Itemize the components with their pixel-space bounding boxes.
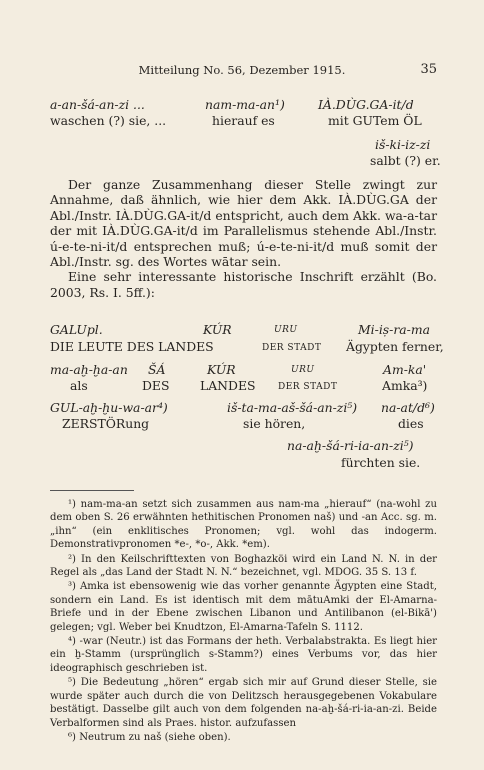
- translit-word: KÚR: [203, 322, 232, 337]
- gloss-word: mit GUTem ÖL: [328, 113, 422, 128]
- translit-word: GALUpl.: [50, 322, 103, 337]
- gloss-word: Ägypten ferner,: [346, 339, 444, 354]
- translit-word: Am-ka': [383, 362, 427, 377]
- translit-word: ŠÁ: [148, 362, 166, 377]
- gloss-word: dies: [398, 416, 424, 431]
- gloss-word: DES: [142, 378, 170, 393]
- gloss-word: ZERSTÖRung: [62, 416, 150, 431]
- footnote-1: ¹) nam-ma-an setzt sich zusammen aus nam-ma „hierauf“ (na-wohl zu dem oben S. 26 erwähnten hethitischen Pronomen naš) und -an Acc. sg. m. „ihn“ (ein enklitisches Pronomen; vgl. wohl das indogerm. Demonstrativpronomen *e-, *o-, Akk. *em).: [50, 499, 437, 551]
- footnote-3: ³) Amka ist ebensowenig wie das vorher genannte Ägypten eine Stadt, sondern ein Land. Es ist identisch mit dem mātuAmki der El-Amarna-Briefe und in der Ebene zwischen Libanon und Antilibanon (el-Bikā') gelegen; vgl. Weber bei Knudtzon, El-Amarna-Tafeln S. 1112.: [50, 581, 437, 633]
- footnote-6: ⁶) Neutrum zu naš (siehe oben).: [68, 731, 231, 743]
- page-number: 35: [420, 62, 437, 77]
- translit-word: GUL-aḫ-ḫu-wa-ar⁴): [50, 400, 168, 415]
- body-paragraph: [50, 177, 437, 300]
- gloss-word: Amka³): [382, 378, 428, 393]
- paragraph-1: Der ganze Zusammenhang dieser Stelle zwingt zur Annahme, daß ähnlich, wie hier dem Akk. IÀ.DÙG.GA der Abl./Instr. IÀ.DÙG.GA-it/d entspricht, auch dem Akk. wa-a-tar der mit IÀ.DÙG.GA-it/d im Parallelismus stehende Abl./Instr. ú-e-te-ni-it/d entsprechen muß; ú-e-te-ni-it/d muß somit der Abl./Instr. sg. des Wortes wātar sein.: [50, 177, 437, 270]
- translit-word: KÚR: [207, 362, 236, 377]
- footnote-4: ⁴) -war (Neutr.) ist das Formans der heth. Verbalabstrakta. Es liegt hier ein ḫ-Stamm (ursprünglich s-Stamm?) eines Verbums vor, das hier ideographisch geschrieben ist.: [50, 636, 437, 674]
- gloss-word: DER STADT: [278, 382, 338, 392]
- gloss-word: waschen (?) sie, ...: [50, 113, 167, 128]
- translit-word: iš-ki-iz-zi: [375, 137, 431, 152]
- translit-word: a-an-šá-an-zi ...: [50, 97, 145, 112]
- gloss-word: DER STADT: [262, 343, 322, 353]
- header-title: Mitteilung No. 56, Dezember 1915.: [138, 63, 346, 77]
- translit-word: nam-ma-an¹): [205, 97, 285, 112]
- translit-word: na-at/d⁶): [381, 400, 435, 415]
- translit-word: na-aḫ-šá-ri-ia-an-zi⁵): [287, 438, 414, 453]
- gloss-word: salbt (?) er.: [370, 153, 441, 168]
- gloss-word: DIE LEUTE DES LANDES: [50, 339, 214, 354]
- translit-word: Mi-iṣ-ra-ma: [358, 322, 430, 337]
- footnotes: [50, 498, 437, 745]
- translit-word: ma-aḫ-ḫa-an: [50, 362, 128, 377]
- footnote-5: ⁵) Die Bedeutung „hören“ ergab sich mir auf Grund dieser Stelle, sie wurde später auch durch die von Delitzsch herausgegebenen Vokabulare bestätigt. Dasselbe gilt auch von dem folgenden na-aḫ-šá-ri-ia-an-zi. Beide Verbalformen sind als Praes. histor. aufzufassen: [50, 677, 437, 729]
- gloss-word: hierauf es: [212, 113, 275, 128]
- footnote-2: ²) In den Keilschrifttexten von Boghazköi wird ein Land N. N. in der Regel als „das Land der Stadt N. N.“ bezeichnet, vgl. MDOG. 35 S. 13 f.: [50, 553, 437, 579]
- translit-word: iš-ta-ma-aš-šá-an-zi⁵): [227, 400, 358, 415]
- gloss-word: fürchten sie.: [341, 455, 421, 470]
- gloss-word: als: [70, 378, 88, 393]
- paragraph-2: Eine sehr interessante historische Inschrift erzählt (Bo. 2003, Rs. I. 5ff.):: [50, 269, 437, 300]
- translit-word: URU: [274, 325, 298, 335]
- gloss-word: sie hören,: [243, 416, 306, 431]
- gloss-word: LANDES: [200, 378, 256, 393]
- translit-word: IÀ.DÙG.GA-it/d: [318, 97, 414, 112]
- footnote-divider: [50, 490, 134, 491]
- translit-word: URU: [291, 365, 315, 375]
